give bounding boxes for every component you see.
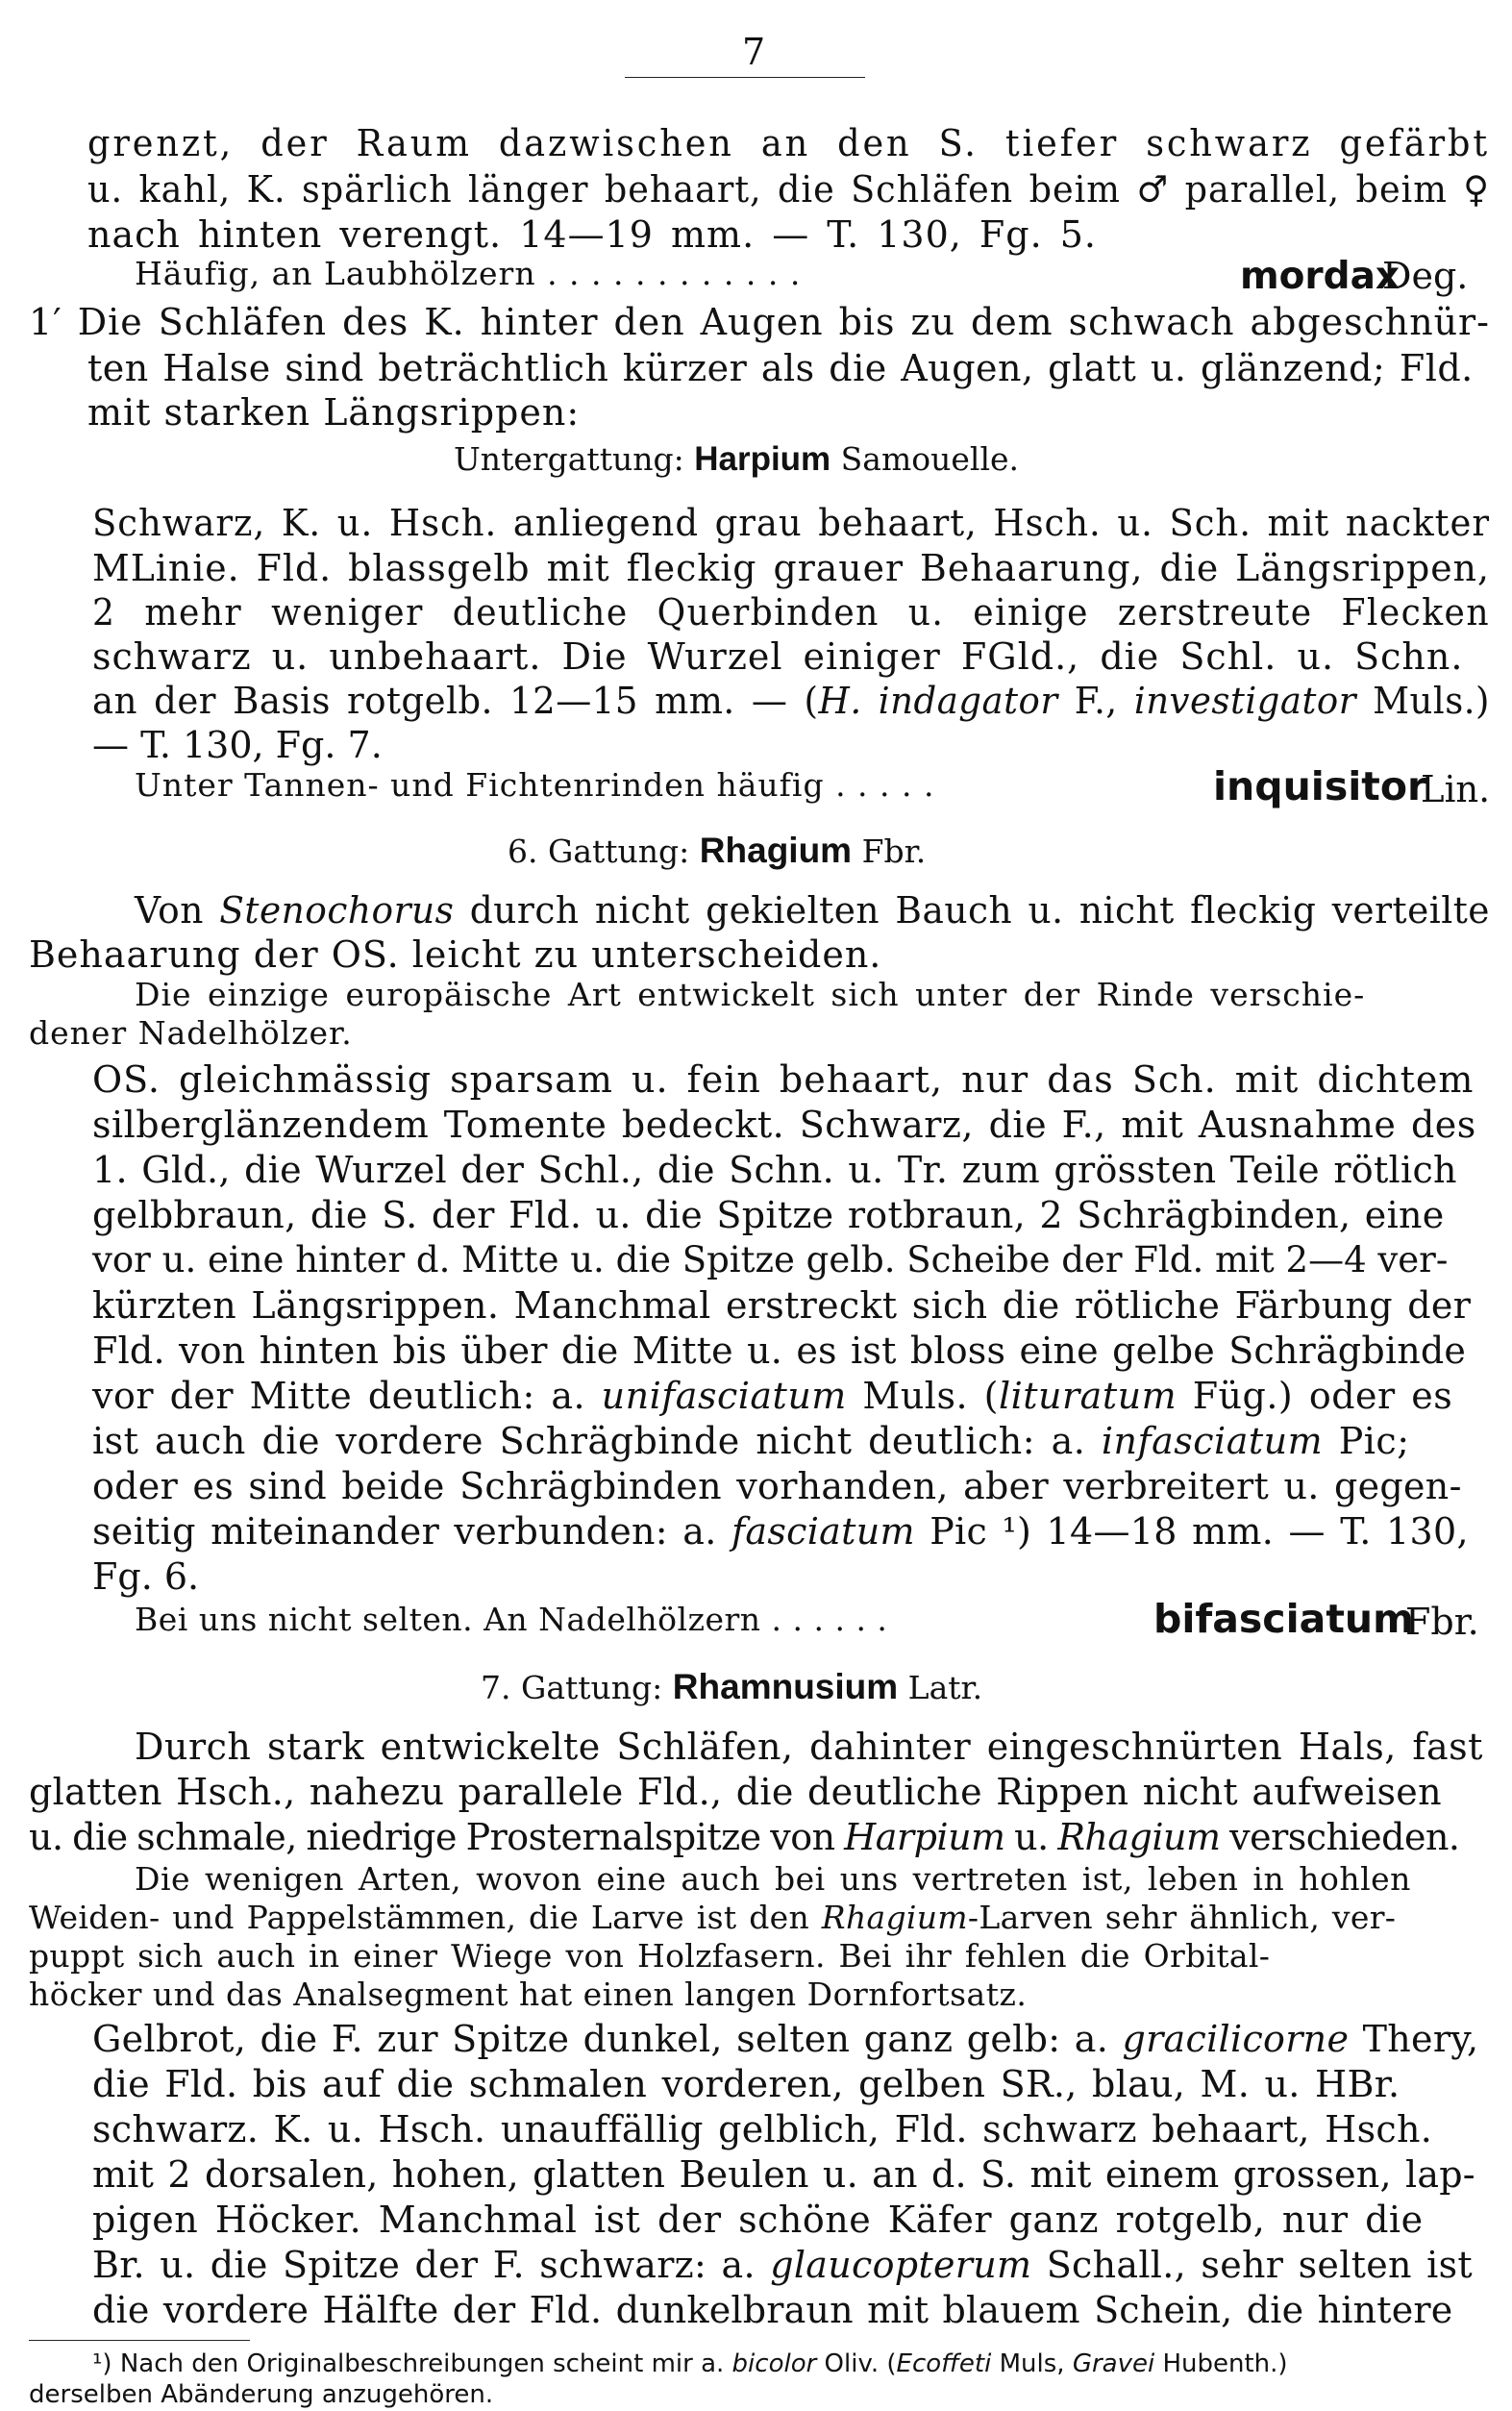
text-span: u. die schmale, niedrige Prosternalspitze von [29, 1816, 845, 1858]
heading-label: 6. Gattung: [508, 833, 690, 870]
heading-genus: Rhagium [699, 831, 853, 870]
text-span: u. [1004, 1816, 1058, 1858]
footnote-rule [29, 2340, 250, 2341]
text-line [92, 2018, 1479, 2060]
text-line [29, 1816, 1460, 1858]
subgenus-heading [454, 442, 1019, 476]
text-line [92, 2244, 1473, 2286]
text-line: ten Halse sind beträchtlich kürzer als die Augen, glatt u. glänzend; Fld. [87, 347, 1474, 389]
species-author: Deg. [1382, 255, 1469, 297]
text-line: grenzt, der Raum dazwischen an den S. tiefer schwarz gefärbt [87, 122, 1490, 164]
text-line: u. kahl, K. spärlich länger behaart, die Schläfen beim ♂ parallel, beim ♀ [87, 168, 1490, 211]
text-line [92, 680, 1490, 722]
locality-line: Bei uns nicht selten. An Nadelhölzern . . . . . . [135, 1601, 888, 1638]
text-span: verschieden. [1220, 1816, 1460, 1858]
note-line: puppt sich auch in einer Wiege von Holzfasern. Bei ihr fehlen die Orbital- [29, 1937, 1271, 1975]
text-line [135, 889, 1490, 932]
text-line: Durch stark entwickelte Schläfen, dahinter eingeschnürten Hals, fast [135, 1726, 1483, 1768]
text-span: Thery, [1349, 2018, 1479, 2060]
synonym-name: H. indagator [818, 680, 1058, 722]
heading-author: Fbr. [861, 833, 927, 870]
text-span: durch nicht gekielten Bauch u. nicht fleckig verteilte [454, 889, 1490, 932]
text-span: ist auch die vordere Schrägbinde nicht deutlich: a. [92, 1420, 1102, 1462]
species-author: Lin. [1421, 768, 1490, 810]
heading-genus: Harpium [694, 440, 831, 478]
text-span: Füg.) oder es [1177, 1375, 1453, 1417]
text-line: schwarz. K. u. Hsch. unauffällig gelblich, Fld. schwarz behaart, Hsch. [92, 2108, 1433, 2150]
text-line: Schwarz, K. u. Hsch. anliegend grau behaart, Hsch. u. Sch. mit nackter [92, 502, 1490, 544]
text-span: Br. u. die Spitze der F. schwarz: a. [92, 2244, 771, 2286]
note-line: höcker und das Analsegment hat einen langen Dornfortsatz. [29, 1976, 1028, 2013]
header-rule [625, 77, 865, 78]
genus-name: Stenochorus [219, 889, 455, 932]
species-name: inquisitor [1213, 763, 1427, 809]
text-line: die Fld. bis auf die schmalen vorderen, gelben SR., blau, M. u. HBr. [92, 2063, 1400, 2105]
synonym-name: investigator [1133, 680, 1356, 722]
synonym-name: Gravei [1072, 2349, 1155, 2378]
text-line: 1′ Die Schläfen des K. hinter den Augen bis zu dem schwach abgeschnür- [29, 301, 1490, 343]
text-line: vor u. eine hinter d. Mitte u. die Spitze gelb. Scheibe der Fld. mit 2—4 ver- [92, 1239, 1449, 1280]
genus-heading [508, 833, 926, 868]
text-line: 1. Gld., die Wurzel der Schl., die Schn. u. Tr. zum grössten Teile rötlich [92, 1149, 1457, 1191]
text-span: seitig miteinander verbunden: a. [92, 1510, 732, 1553]
text-span: Muls.) [1355, 680, 1490, 722]
text-line: silberglänzendem Tomente bedeckt. Schwarz, die F., mit Ausnahme des [92, 1104, 1476, 1146]
text-line: mit starken Längsrippen: [87, 391, 581, 434]
text-span: Gelbrot, die F. zur Spitze dunkel, selten ganz gelb: a. [92, 2018, 1123, 2060]
text-span: vor der Mitte deutlich: a. [92, 1375, 602, 1417]
aberration-name: lituratum [998, 1375, 1177, 1417]
text-line: MLinie. Fld. blassgelb mit fleckig grauer Behaarung, die Längsrippen, [92, 547, 1490, 589]
text-span: Pic; [1323, 1420, 1410, 1462]
genus-name: Rhagium [1057, 1816, 1221, 1858]
text-line: Fld. von hinten bis über die Mitte u. es ist bloss eine gelbe Schrägbinde [92, 1330, 1467, 1372]
aberration-name: gracilicorne [1122, 2018, 1350, 2060]
text-span: Hubenth.) [1154, 2349, 1288, 2378]
text-line: — T. 130, Fg. 7. [92, 724, 383, 766]
text-span: Oliv. ( [816, 2349, 897, 2378]
genus-name: Harpium [844, 1816, 1005, 1858]
genus-heading [481, 1669, 982, 1704]
text-line: Behaarung der OS. leicht zu unterscheiden. [29, 933, 882, 976]
text-line: schwarz u. unbehaart. Die Wurzel einiger FGld., die Schl. u. Schn. [92, 635, 1464, 678]
page-number: 7 [742, 31, 766, 73]
locality-line: Unter Tannen- und Fichtenrinden häufig . . . . . [135, 766, 935, 804]
heading-author: Latr. [907, 1669, 983, 1706]
text-span: ¹) Nach den Originalbeschreibungen scheint mir a. [92, 2349, 732, 2378]
text-line: OS. gleichmässig sparsam u. fein behaart, nur das Sch. mit dichtem [92, 1058, 1475, 1101]
text-line: kürzten Längsrippen. Manchmal erstreckt sich die rötliche Färbung der [92, 1284, 1472, 1327]
aberration-name: unifasciatum [601, 1375, 847, 1417]
aberration-name: infasciatum [1101, 1420, 1324, 1462]
heading-label: Untergattung: [454, 440, 684, 478]
locality-text: Häufig, an Laubhölzern . . . . . . . . . . . . [135, 255, 802, 292]
text-line: pigen Höcker. Manchmal ist der schöne Käfer ganz rotgelb, nur die [92, 2199, 1424, 2241]
text-line: oder es sind beide Schrägbinden vorhanden, aber verbreitert u. gegen- [92, 1465, 1462, 1507]
text-line: Fg. 6. [92, 1555, 200, 1598]
text-line [92, 1510, 1469, 1553]
text-line: nach hinten verengt. 14—19 mm. — T. 130, Fg. 5. [87, 213, 1098, 256]
text-span: Muls, [991, 2349, 1073, 2378]
note-line: Die wenigen Arten, wovon eine auch bei uns vertreten ist, leben in hohlen [135, 1860, 1411, 1898]
text-line [92, 1420, 1410, 1462]
text-line: die vordere Hälfte der Fld. dunkelbraun mit blauem Schein, die hintere [92, 2289, 1453, 2331]
heading-genus: Rhamnusium [672, 1667, 899, 1706]
text-line [92, 1375, 1453, 1417]
species-name: mordax [1240, 255, 1400, 298]
text-span: Schall., sehr selten ist [1031, 2244, 1473, 2286]
text-span: Von [135, 889, 220, 932]
synonym-name: Ecoffeti [896, 2349, 992, 2378]
footnote-line: derselben Abänderung anzugehören. [29, 2380, 494, 2409]
text-span: Muls. ( [846, 1375, 999, 1417]
aberration-name: bicolor [731, 2349, 817, 2378]
genus-name: Rhagium [821, 1899, 968, 1936]
aberration-name: fasciatum [731, 1510, 915, 1553]
text-line: glatten Hsch., nahezu parallele Fld., die deutliche Rippen nicht aufweisen [29, 1771, 1442, 1813]
text-line: 2 mehr weniger deutliche Querbinden u. einige zerstreute Flecken [92, 591, 1490, 634]
text-line: mit 2 dorsalen, hohen, glatten Beulen u. an d. S. mit einem grossen, lap- [92, 2153, 1475, 2196]
note-line: dener Nadelhölzer. [29, 1014, 353, 1052]
footnote-line [92, 2351, 1288, 2376]
text-span: Pic ¹) 14—18 mm. — T. 130, [914, 1510, 1469, 1553]
note-line [29, 1899, 1397, 1936]
text-span: Weiden- und Pappelstämmen, die Larve ist den [29, 1899, 822, 1936]
text-line: gelbbraun, die S. der Fld. u. die Spitze rotbraun, 2 Schrägbinden, eine [92, 1194, 1445, 1236]
text-span: an der Basis rotgelb. 12—15 mm. — ( [92, 680, 819, 722]
locality-line [135, 255, 802, 292]
heading-author: Samouelle. [840, 440, 1020, 478]
note-line: Die einzige europäische Art entwickelt sich unter der Rinde verschie- [135, 976, 1366, 1013]
species-name: bifasciatum [1153, 1596, 1414, 1642]
species-author: Fbr. [1405, 1601, 1479, 1643]
text-span: F., [1057, 680, 1134, 722]
heading-label: 7. Gattung: [481, 1669, 663, 1706]
aberration-name: glaucopterum [770, 2244, 1032, 2286]
text-span: -Larven sehr ähnlich, ver- [967, 1899, 1397, 1936]
